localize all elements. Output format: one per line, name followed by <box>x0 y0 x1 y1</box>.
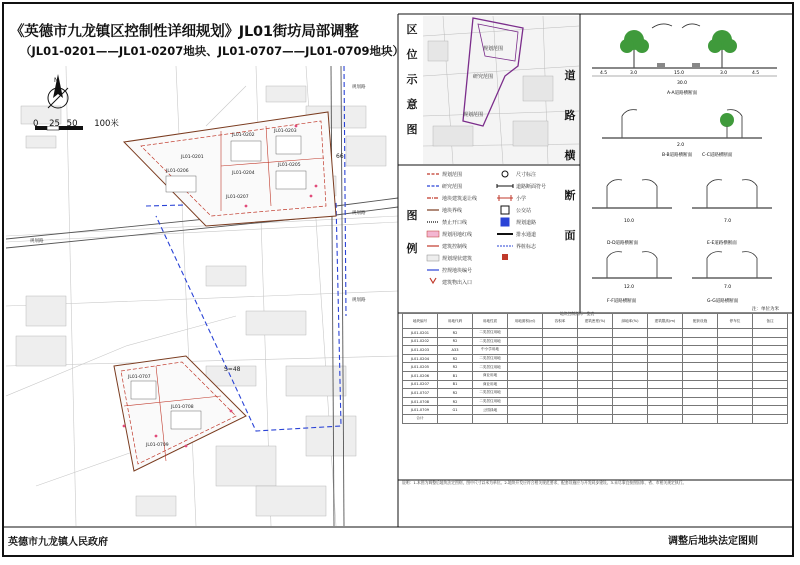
table-cell <box>648 389 683 398</box>
table-cell <box>578 363 613 372</box>
table-cell <box>543 329 578 338</box>
page-title: 《英德市九龙镇区控制性详细规划》JL01街坊局部调整 <box>10 24 359 40</box>
table-cell <box>753 363 788 372</box>
table-cell <box>718 397 753 406</box>
table-cell: R2 <box>438 389 473 398</box>
section-caption: C-C道路横断面 <box>702 153 733 158</box>
section-width: 30.0 <box>677 81 688 86</box>
section-caption: E-E道路横断面 <box>707 241 737 246</box>
table-cell: JL01-0707 <box>403 389 438 398</box>
table-cell: 商业用地 <box>473 371 508 380</box>
road-section-title-char: 横 <box>564 149 576 162</box>
table-cell <box>543 371 578 380</box>
table-cell <box>508 354 543 363</box>
table-cell: R2 <box>438 329 473 338</box>
table-row <box>403 389 788 398</box>
section-caption: D-D道路横断面 <box>607 241 639 246</box>
table-header: 建筑限高(m) <box>648 314 683 329</box>
table-cell <box>543 406 578 415</box>
table-cell <box>683 337 718 346</box>
parcel-label: JL01-0205 <box>278 163 301 168</box>
table-cell <box>543 414 578 423</box>
legend-item: 界桩标志 <box>516 244 537 250</box>
table-cell: 商业用地 <box>473 380 508 389</box>
table-cell <box>718 354 753 363</box>
table-cell: JL01-0709 <box>403 406 438 415</box>
dimension-label: 66 <box>336 153 344 160</box>
table-cell: R2 <box>438 363 473 372</box>
legend-title-char: 图 <box>406 209 418 222</box>
table-cell: R2 <box>438 354 473 363</box>
table-cell <box>718 380 753 389</box>
table-cell: R2 <box>438 397 473 406</box>
legend-item: 地块界线 <box>442 208 463 214</box>
location-title-char: 位 <box>406 48 418 61</box>
table-cell <box>613 371 648 380</box>
table-cell <box>648 406 683 415</box>
table-header: 绿地率(%) <box>613 314 648 329</box>
parcel-label: JL01-0204 <box>232 171 255 176</box>
table-cell <box>753 346 788 355</box>
legend-item: 规划范围 <box>442 172 463 178</box>
legend-item: 研究范围 <box>442 184 463 190</box>
legend-item: 规划道路 <box>516 220 537 226</box>
footer-doc-type: 调整后地块法定图则 <box>668 536 758 547</box>
table-cell <box>613 380 648 389</box>
road-label: 规划路 <box>352 211 366 216</box>
table-cell: 二类居住用地 <box>473 363 508 372</box>
table-cell <box>753 371 788 380</box>
table-row <box>403 397 788 406</box>
table-cell <box>578 371 613 380</box>
location-label: 规划范围 <box>483 46 504 52</box>
notes: 说明：1.本图为调整后地块法定图则，图中尺寸以米为单位。2.地块开发应符合相关规范要求，配套设施应与开发同步建设。3.未尽事宜按照国家、省、市相关规定执行。 <box>402 480 687 485</box>
page-subtitle: （JL01-0201——JL01-0207地块、JL01-0707——JL01-0709地块） <box>20 44 405 58</box>
legend-item: 禁止开口线 <box>442 220 468 226</box>
legend-item: 规划用地红线 <box>442 232 473 238</box>
table-header: 用地性质 <box>473 314 508 329</box>
table-cell: 二类居住用地 <box>473 397 508 406</box>
table-row <box>403 346 788 355</box>
table-cell <box>683 380 718 389</box>
legend-item: 地块建筑退让线 <box>442 196 478 202</box>
table-cell <box>508 380 543 389</box>
table-cell <box>753 414 788 423</box>
table-cell <box>543 397 578 406</box>
table-cell: 二类居住用地 <box>473 354 508 363</box>
table-cell <box>683 346 718 355</box>
table-cell <box>648 354 683 363</box>
road-section-title-char: 路 <box>564 109 576 122</box>
table-cell <box>613 363 648 372</box>
legend-item: 建筑控制线 <box>442 244 468 250</box>
table-cell: JL01-0201 <box>403 329 438 338</box>
table-cell: JL01-0206 <box>403 371 438 380</box>
location-title-char: 示 <box>406 73 418 86</box>
table-cell <box>543 337 578 346</box>
table-cell <box>543 380 578 389</box>
location-title-char: 图 <box>406 123 418 136</box>
table-cell: B1 <box>438 380 473 389</box>
table-cell <box>718 406 753 415</box>
road-sections <box>582 16 790 312</box>
table-cell: 二类居住用地 <box>473 389 508 398</box>
table-cell: R2 <box>438 337 473 346</box>
table-cell <box>578 329 613 338</box>
table-cell <box>683 397 718 406</box>
table-cell <box>613 329 648 338</box>
table-cell <box>508 337 543 346</box>
section-caption: G-G道路横断面 <box>707 299 739 304</box>
table-cell <box>718 363 753 372</box>
svg-text:N: N <box>54 77 59 84</box>
table-title: 地块控制指标一览表 <box>560 311 595 316</box>
table-cell: 合计 <box>403 414 438 423</box>
table-cell <box>753 397 788 406</box>
table-cell <box>683 371 718 380</box>
table-cell <box>753 389 788 398</box>
table-cell <box>508 329 543 338</box>
table-row <box>403 406 788 415</box>
table-cell <box>613 397 648 406</box>
table-cell <box>648 363 683 372</box>
table-cell <box>648 397 683 406</box>
parcel-label: JL01-0707 <box>128 375 151 380</box>
table-cell <box>648 337 683 346</box>
section-b <box>602 110 762 158</box>
location-title-char: 意 <box>406 98 418 111</box>
table-header: 停车位 <box>718 314 753 329</box>
table-cell <box>508 363 543 372</box>
table-row <box>403 371 788 380</box>
table-cell <box>543 346 578 355</box>
parcel-label: JL01-0203 <box>274 129 297 134</box>
table-row <box>403 380 788 389</box>
parcel-label: JL01-0708 <box>171 405 194 410</box>
road-section-title-char: 断 <box>564 189 576 202</box>
table-cell: JL01-0203 <box>403 346 438 355</box>
table-cell: 中小学用地 <box>473 346 508 355</box>
table-cell <box>753 354 788 363</box>
scale-tick: 50 <box>66 119 78 129</box>
table-cell: B1 <box>438 371 473 380</box>
table-header: 容积率 <box>543 314 578 329</box>
table-cell <box>508 406 543 415</box>
table-row <box>403 363 788 372</box>
scale-tick: 100米 <box>94 119 119 129</box>
unit-note: 注：单位为米 <box>752 307 779 312</box>
location-map <box>423 16 579 164</box>
table-header: 地块编号 <box>403 314 438 329</box>
table-header-row <box>403 314 788 329</box>
section-width: 7.0 <box>724 285 732 290</box>
table-cell <box>648 346 683 355</box>
legend-item: 小学 <box>516 196 527 202</box>
section-width: 3.0 <box>720 71 728 76</box>
table-cell: 二类居住用地 <box>473 337 508 346</box>
parcel-label: JL01-0201 <box>181 155 204 160</box>
table-cell <box>578 389 613 398</box>
table-cell <box>613 389 648 398</box>
table-cell <box>753 329 788 338</box>
legend-item: 道路断面符号 <box>516 184 547 190</box>
legend-item: 公交站 <box>516 208 532 214</box>
table-cell <box>683 406 718 415</box>
section-width: 3.0 <box>630 71 638 76</box>
table-cell <box>578 354 613 363</box>
table-cell <box>508 397 543 406</box>
table-cell <box>578 380 613 389</box>
control-table <box>402 313 788 424</box>
parcel-label: JL01-0206 <box>166 169 189 174</box>
section-f <box>592 252 672 304</box>
table-cell: JL01-0207 <box>403 380 438 389</box>
location-label: 规划范围 <box>463 112 484 118</box>
table-cell <box>683 363 718 372</box>
table-cell <box>578 414 613 423</box>
road-section-title-char: 面 <box>564 229 576 242</box>
table-cell <box>543 354 578 363</box>
section-width: 10.0 <box>624 219 635 224</box>
location-label: 研究范围 <box>473 74 494 80</box>
table-cell <box>613 346 648 355</box>
table-row <box>403 337 788 346</box>
table-cell <box>683 414 718 423</box>
road-label: 规划路 <box>30 239 44 244</box>
table-cell: JL01-0708 <box>403 397 438 406</box>
parcel-label: JL01-0207 <box>226 195 249 200</box>
table-cell <box>578 406 613 415</box>
legend-item: 规划现状建筑 <box>442 256 473 262</box>
table-cell: G1 <box>438 406 473 415</box>
table-cell <box>613 337 648 346</box>
table-cell: JL01-0205 <box>403 363 438 372</box>
table-cell <box>578 337 613 346</box>
table-cell: A33 <box>438 346 473 355</box>
table-cell <box>718 337 753 346</box>
scale-tick: 0 <box>33 119 39 129</box>
table-cell <box>683 354 718 363</box>
parcel-label: JL01-0202 <box>232 133 255 138</box>
table-cell <box>753 406 788 415</box>
table-row <box>403 329 788 338</box>
table-cell <box>718 389 753 398</box>
table-cell <box>613 354 648 363</box>
parcel-label: JL01-0709 <box>146 443 169 448</box>
legend-item: 尺寸标注 <box>516 172 537 178</box>
legend-item: 排水通道 <box>516 232 537 238</box>
table-cell <box>718 329 753 338</box>
table-cell <box>718 346 753 355</box>
table-cell <box>753 337 788 346</box>
section-width: 4.5 <box>752 71 760 76</box>
table-cell <box>508 371 543 380</box>
section-width: 4.5 <box>600 71 608 76</box>
road-label: 规划路 <box>352 298 366 303</box>
section-g <box>692 252 772 304</box>
section-width: 7.0 <box>724 219 732 224</box>
road-section-title-char: 道 <box>564 69 576 82</box>
scale-tick: 25 <box>49 119 60 129</box>
section-width: 15.0 <box>674 71 685 76</box>
table-row <box>403 354 788 363</box>
table-cell: 公园绿地 <box>473 406 508 415</box>
table-cell <box>613 414 648 423</box>
table-row <box>403 414 788 423</box>
table-header: 用地代码 <box>438 314 473 329</box>
section-caption: A-A道路横断面 <box>667 91 698 96</box>
road-label: 规划路 <box>352 85 366 90</box>
table-cell <box>473 414 508 423</box>
legend-item: 控规地块编号 <box>442 268 473 274</box>
table-cell <box>508 346 543 355</box>
table-cell: JL01-0204 <box>403 354 438 363</box>
section-width: 12.0 <box>624 285 635 290</box>
table-cell <box>543 389 578 398</box>
section-a <box>592 24 777 96</box>
table-cell <box>508 389 543 398</box>
section-e <box>692 180 772 246</box>
table-cell <box>543 363 578 372</box>
table-cell <box>753 380 788 389</box>
section-caption: F-F道路横断面 <box>607 299 637 304</box>
table-header: 备注 <box>753 314 788 329</box>
table-cell <box>683 389 718 398</box>
table-cell <box>683 329 718 338</box>
section-width: 2.0 <box>677 143 685 148</box>
table-header: 建筑密度(%) <box>578 314 613 329</box>
table-cell <box>613 406 648 415</box>
table-cell <box>438 414 473 423</box>
table-cell <box>508 414 543 423</box>
table-cell <box>648 371 683 380</box>
table-cell <box>718 414 753 423</box>
table-header: 配套设施 <box>683 314 718 329</box>
table-cell: JL01-0202 <box>403 337 438 346</box>
table-cell: 二类居住用地 <box>473 329 508 338</box>
legend-title-char: 例 <box>406 242 418 255</box>
table-cell <box>648 414 683 423</box>
section-d <box>592 180 672 246</box>
legend-item: 建筑物出入口 <box>442 280 473 286</box>
footer-issuer: 英德市九龙镇人民政府 <box>8 537 108 548</box>
table-cell <box>718 371 753 380</box>
location-title-char: 区 <box>406 23 418 36</box>
section-c <box>702 113 734 158</box>
table-header: 用地面积(㎡) <box>508 314 543 329</box>
table-cell <box>648 380 683 389</box>
section-caption: B-B道路横断面 <box>662 153 693 158</box>
table-cell <box>578 346 613 355</box>
table-cell <box>578 397 613 406</box>
dimension-label: S=48 <box>224 366 241 373</box>
table-cell <box>648 329 683 338</box>
